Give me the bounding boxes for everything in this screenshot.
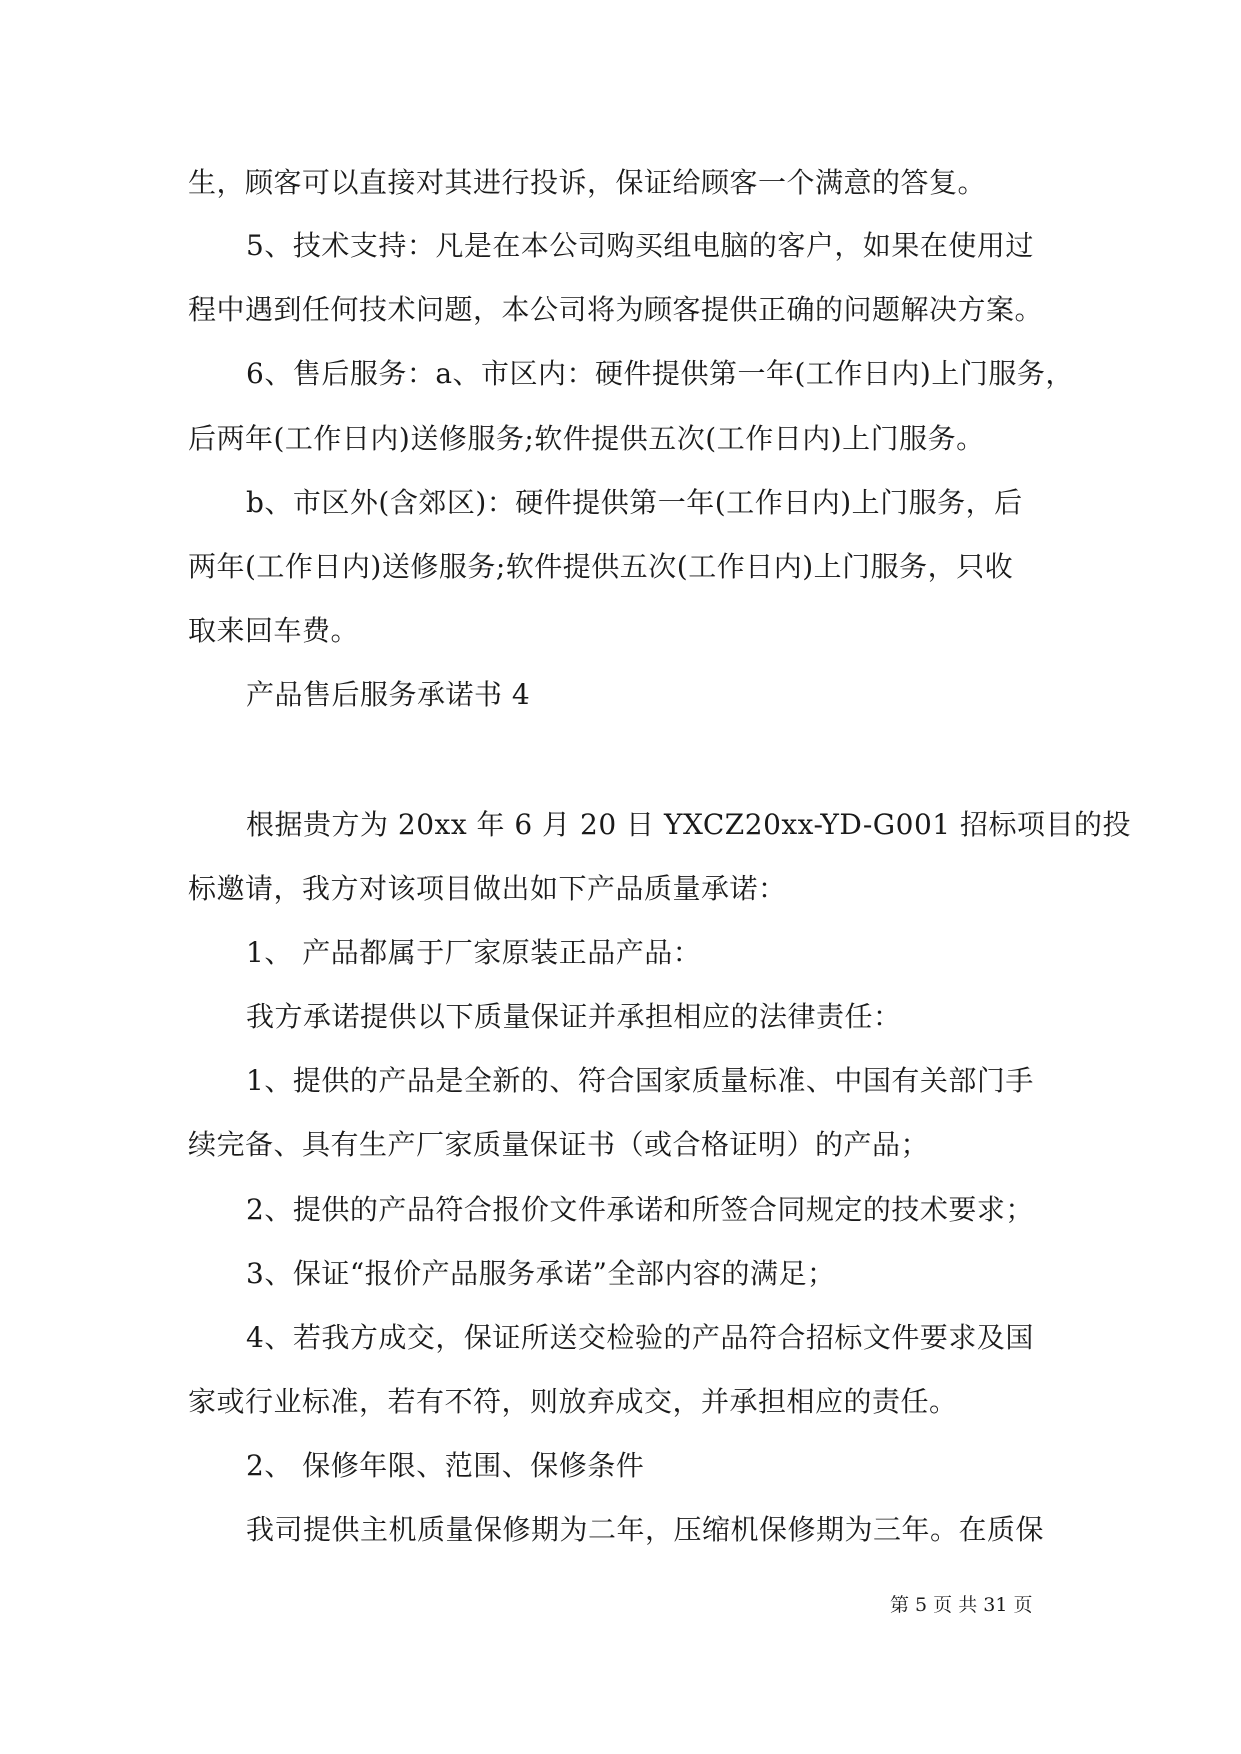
- text-line: 1、 产品都属于厂家原装正品产品：: [246, 936, 702, 969]
- text-line: 我司提供主机质量保修期为二年，压缩机保修期为三年。在质保: [246, 1513, 1045, 1546]
- page-number-footer: 第 5 页 共 31 页: [890, 1594, 1033, 1616]
- text-line: 2、提供的产品符合报价文件承诺和所签合同规定的技术要求；: [246, 1193, 1034, 1226]
- text-line: 取来回车费。: [188, 614, 360, 647]
- text-line: 续完备、具有生产厂家质量保证书（或合格证明）的产品；: [188, 1128, 930, 1161]
- text-line: 1、提供的产品是全新的、符合国家质量标准、中国有关部门手: [246, 1064, 1034, 1097]
- text-line: 生，顾客可以直接对其进行投诉，保证给顾客一个满意的答复。: [188, 166, 987, 199]
- text-line: 两年(工作日内)送修服务;软件提供五次(工作日内)上门服务，只收: [188, 550, 1014, 583]
- section-heading: 产品售后服务承诺书 4: [246, 678, 531, 711]
- text-line: b、市区外(含郊区)：硬件提供第一年(工作日内)上门服务，后: [246, 486, 1023, 519]
- text-line: 我方承诺提供以下质量保证并承担相应的法律责任：: [246, 1000, 902, 1033]
- text-line: 6、售后服务：a、市区内：硬件提供第一年(工作日内)上门服务，: [246, 357, 1074, 390]
- text-line: 程中遇到任何技术问题，本公司将为顾客提供正确的问题解决方案。: [188, 293, 1044, 326]
- text-line: 家或行业标准，若有不符，则放弃成交，并承担相应的责任。: [188, 1385, 958, 1418]
- text-line: 标邀请，我方对该项目做出如下产品质量承诺：: [188, 872, 787, 905]
- text-line: 2、 保修年限、范围、保修条件: [246, 1449, 645, 1482]
- text-line: 4、若我方成交，保证所送交检验的产品符合招标文件要求及国: [246, 1321, 1034, 1354]
- text-line: 3、保证“报价产品服务承诺”全部内容的满足；: [246, 1257, 836, 1290]
- text-line: 5、技术支持：凡是在本公司购买组电脑的客户，如果在使用过: [246, 229, 1034, 262]
- text-line: 根据贵方为 20xx 年 6 月 20 日 YXCZ20xx-YD-G001 招标项目的投: [246, 808, 1131, 841]
- text-line: 后两年(工作日内)送修服务;软件提供五次(工作日内)上门服务。: [188, 422, 985, 455]
